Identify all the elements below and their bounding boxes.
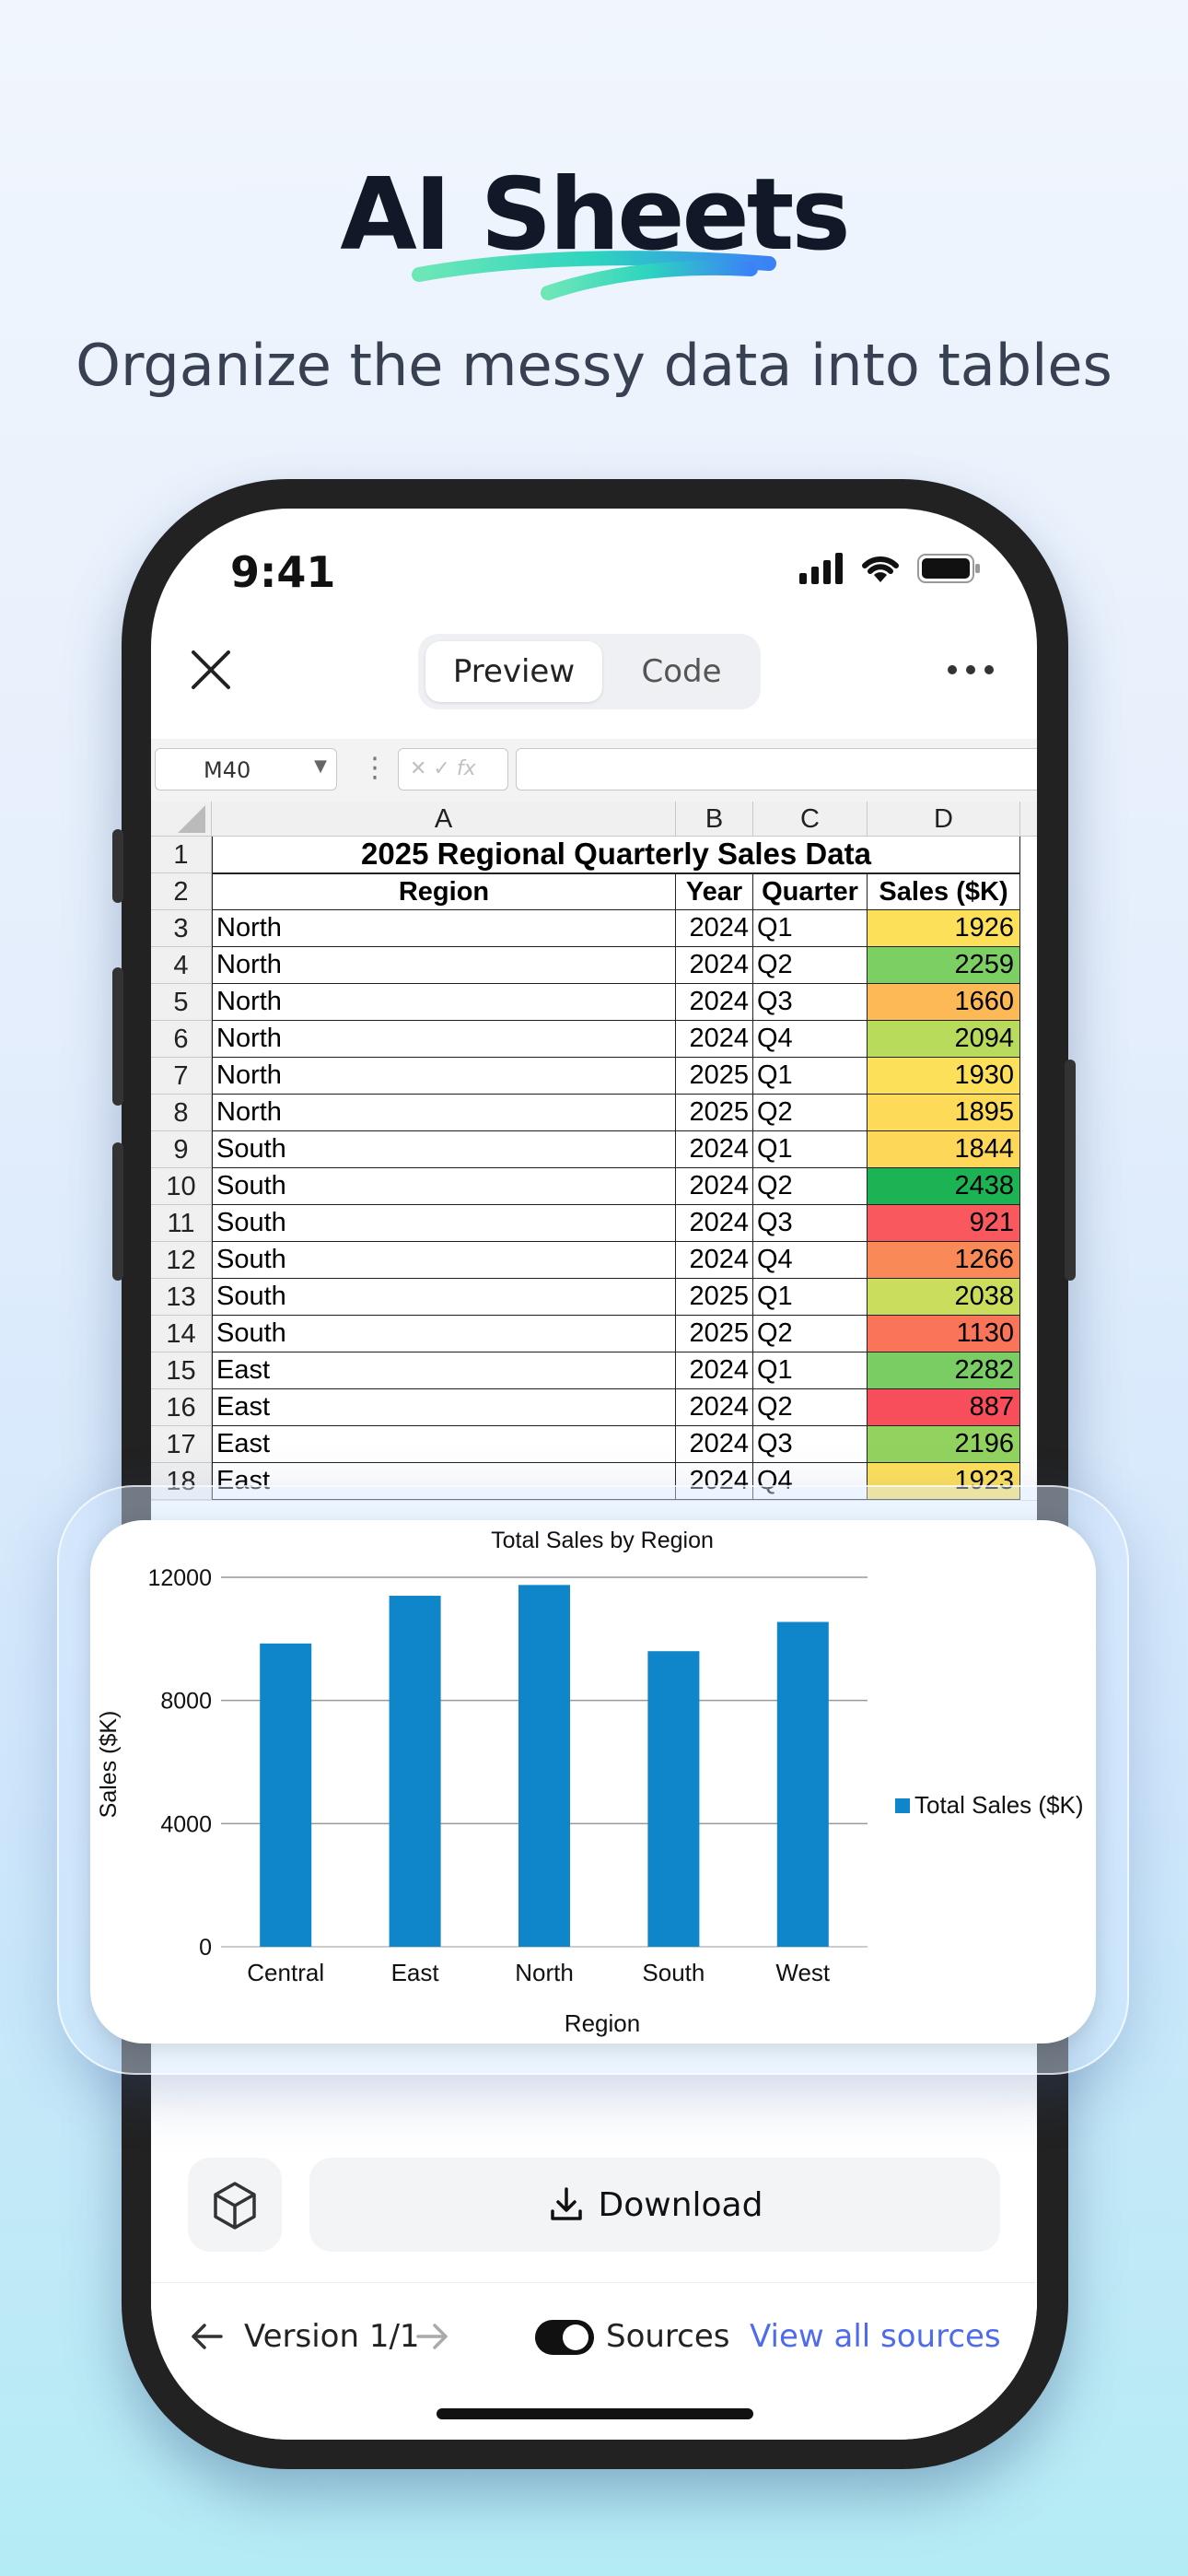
quarter-cell[interactable]: Q3 [753, 984, 868, 1021]
bar [647, 1651, 699, 1947]
arrow-right-icon [414, 2320, 451, 2353]
year-cell[interactable]: 2024 [676, 1352, 753, 1389]
row-header[interactable]: 13 [151, 1279, 212, 1316]
row-header[interactable]: 10 [151, 1168, 212, 1205]
row-header[interactable]: 2 [151, 873, 212, 910]
download-icon [547, 2185, 586, 2224]
row-header[interactable]: 5 [151, 984, 212, 1021]
view-toggle [418, 634, 761, 709]
formula-bar [151, 739, 1037, 802]
corner-triangle-icon [154, 802, 209, 835]
y-tick-label: 12000 [147, 1565, 212, 1591]
row-header[interactable]: 11 [151, 1205, 212, 1242]
signal-icon [798, 553, 845, 584]
quarter-cell[interactable]: Q2 [753, 947, 868, 984]
header-cell[interactable]: Year [676, 873, 753, 910]
vertical-dots-icon[interactable]: ⋮ [361, 752, 389, 784]
phone-side-button [112, 967, 123, 1106]
region-cell[interactable]: South [212, 1242, 676, 1279]
download-label: Download [598, 2185, 763, 2224]
version-label: Version 1/1 [244, 2318, 420, 2355]
header-cell[interactable]: Region [212, 873, 676, 910]
sheet-title-cell[interactable]: 2025 Regional Quarterly Sales Data [212, 837, 1020, 873]
quarter-cell[interactable]: Q1 [753, 1352, 868, 1389]
region-cell[interactable]: East [212, 1389, 676, 1426]
column-header-d[interactable]: D [868, 802, 1020, 837]
chart-title: Total Sales by Region [491, 1528, 714, 1553]
view-all-sources-link[interactable]: View all sources [750, 2318, 1001, 2355]
column-header-c[interactable]: C [753, 802, 868, 837]
chevron-down-icon: ▼ [314, 756, 327, 776]
row-header[interactable]: 9 [151, 1131, 212, 1168]
region-cell[interactable]: North [212, 1021, 676, 1058]
tab-code[interactable]: Code [641, 653, 722, 690]
bar-chart [90, 1520, 1096, 2043]
quarter-cell[interactable]: Q4 [753, 1242, 868, 1279]
row-header[interactable]: 17 [151, 1426, 212, 1463]
ellipsis-icon [945, 656, 996, 684]
sales-cell[interactable]: 2094 [868, 1021, 1020, 1058]
footer-row [151, 2282, 1037, 2394]
bar [777, 1622, 829, 1947]
sales-cell[interactable]: 2282 [868, 1352, 1020, 1389]
quarter-cell[interactable]: Q1 [753, 1131, 868, 1168]
bar [390, 1596, 441, 1947]
row-header[interactable]: 15 [151, 1352, 212, 1389]
cell-reference: M40 [204, 757, 251, 783]
phone-side-button [112, 1142, 123, 1281]
quarter-cell[interactable]: Q2 [753, 1389, 868, 1426]
year-cell[interactable]: 2024 [676, 1389, 753, 1426]
sales-cell[interactable]: 887 [868, 1389, 1020, 1426]
year-cell[interactable]: 2025 [676, 1095, 753, 1131]
quarter-cell[interactable]: Q2 [753, 1316, 868, 1352]
download-button[interactable] [309, 2158, 1000, 2252]
region-cell[interactable]: South [212, 1131, 676, 1168]
status-time: 9:41 [230, 547, 336, 597]
bar [518, 1585, 570, 1947]
region-cell[interactable]: North [212, 1095, 676, 1131]
year-cell[interactable]: 2024 [676, 1021, 753, 1058]
region-cell[interactable]: North [212, 947, 676, 984]
sales-cell[interactable]: 2438 [868, 1168, 1020, 1205]
status-icons [798, 553, 982, 584]
x-tick-label: South [642, 1959, 705, 1986]
tab-preview[interactable]: Preview [425, 641, 602, 702]
year-cell[interactable]: 2024 [676, 1426, 753, 1463]
x-tick-label: West [775, 1959, 831, 1986]
cube-button[interactable] [188, 2158, 282, 2252]
chart-card [90, 1520, 1096, 2043]
region-cell[interactable]: North [212, 1058, 676, 1095]
quarter-cell[interactable]: Q4 [753, 1021, 868, 1058]
hero-subtitle: Organize the messy data into tables [76, 332, 1112, 399]
year-cell[interactable]: 2024 [676, 947, 753, 984]
phone-side-button [112, 829, 123, 903]
phone-side-button [1065, 1060, 1076, 1281]
header-cell[interactable]: Quarter [753, 873, 868, 910]
quarter-cell[interactable]: Q2 [753, 1168, 868, 1205]
sales-cell[interactable]: 1130 [868, 1316, 1020, 1352]
home-indicator [437, 2408, 753, 2419]
sales-cell[interactable]: 1923 [868, 1463, 1020, 1500]
region-cell[interactable]: East [212, 1463, 676, 1500]
row-header[interactable]: 7 [151, 1058, 212, 1095]
quarter-cell[interactable]: Q2 [753, 1095, 868, 1131]
year-cell[interactable]: 2024 [676, 1242, 753, 1279]
prev-version-button[interactable] [188, 2320, 225, 2357]
hero-title: AI Sheets [340, 158, 848, 273]
bottom-action-area [151, 2125, 1037, 2440]
sales-cell[interactable]: 2038 [868, 1279, 1020, 1316]
column-header-a[interactable]: A [212, 802, 676, 837]
legend-label: Total Sales ($K) [914, 1791, 1084, 1819]
quarter-cell[interactable]: Q1 [753, 910, 868, 947]
sales-cell[interactable]: 1930 [868, 1058, 1020, 1095]
sales-cell[interactable]: 1926 [868, 910, 1020, 947]
sources-toggle[interactable] [535, 2320, 594, 2355]
sales-cell[interactable]: 1844 [868, 1131, 1020, 1168]
sales-cell[interactable]: 2196 [868, 1426, 1020, 1463]
year-cell[interactable]: 2024 [676, 1463, 753, 1500]
region-cell[interactable]: South [212, 1168, 676, 1205]
quarter-cell[interactable]: Q1 [753, 1279, 868, 1316]
battery-icon [917, 553, 982, 584]
arrow-left-icon [188, 2320, 225, 2353]
region-cell[interactable]: South [212, 1279, 676, 1316]
row-header[interactable]: 16 [151, 1389, 212, 1426]
row-header[interactable]: 1 [151, 837, 212, 873]
x-axis-label: Region [564, 2009, 641, 2037]
sales-cell[interactable]: 2259 [868, 947, 1020, 984]
sources-label: Sources [606, 2318, 730, 2355]
close-icon [188, 647, 234, 693]
year-cell[interactable]: 2024 [676, 984, 753, 1021]
region-cell[interactable]: North [212, 984, 676, 1021]
close-button[interactable] [188, 647, 234, 693]
y-axis-label: Sales ($K) [96, 1710, 122, 1819]
y-tick-label: 8000 [160, 1688, 212, 1715]
year-cell[interactable]: 2025 [676, 1058, 753, 1095]
quarter-cell[interactable]: Q4 [753, 1463, 868, 1500]
x-tick-label: North [515, 1959, 574, 1986]
hero-brush-stroke [410, 238, 778, 311]
region-cell[interactable]: North [212, 910, 676, 947]
quarter-cell[interactable]: Q3 [753, 1205, 868, 1242]
more-button[interactable] [945, 656, 996, 684]
sales-cell[interactable]: 1266 [868, 1242, 1020, 1279]
name-box[interactable] [155, 748, 337, 790]
row-header[interactable]: 8 [151, 1095, 212, 1131]
header-cell[interactable]: Sales ($K) [868, 873, 1020, 910]
quarter-cell[interactable]: Q3 [753, 1426, 868, 1463]
x-tick-label: East [390, 1959, 439, 1986]
region-cell[interactable]: South [212, 1316, 676, 1352]
cube-icon [188, 2158, 282, 2252]
column-header-b[interactable]: B [676, 802, 753, 837]
row-header[interactable]: 3 [151, 910, 212, 947]
x-tick-label: Central [247, 1959, 325, 1986]
sales-cell[interactable]: 921 [868, 1205, 1020, 1242]
formula-input[interactable] [516, 748, 1037, 790]
legend-swatch [895, 1798, 910, 1813]
year-cell[interactable]: 2024 [676, 910, 753, 947]
quarter-cell[interactable]: Q1 [753, 1058, 868, 1095]
region-cell[interactable]: East [212, 1426, 676, 1463]
row-header[interactable]: 4 [151, 947, 212, 984]
region-cell[interactable]: East [212, 1352, 676, 1389]
year-cell[interactable]: 2024 [676, 1131, 753, 1168]
y-tick-label: 0 [199, 1935, 212, 1961]
year-cell[interactable]: 2024 [676, 1168, 753, 1205]
next-version-button[interactable] [414, 2320, 451, 2357]
phone-screen [151, 509, 1037, 2440]
sales-cell[interactable]: 1895 [868, 1095, 1020, 1131]
y-tick-label: 4000 [160, 1811, 212, 1838]
column-header-empty [1020, 802, 1037, 837]
year-cell[interactable]: 2024 [676, 1205, 753, 1242]
sales-cell[interactable]: 1660 [868, 984, 1020, 1021]
row-header[interactable]: 18 [151, 1463, 212, 1500]
year-cell[interactable]: 2025 [676, 1316, 753, 1352]
row-header[interactable]: 6 [151, 1021, 212, 1058]
formula-actions [398, 748, 508, 790]
row-header[interactable]: 12 [151, 1242, 212, 1279]
toggle-knob [563, 2324, 588, 2350]
row-header[interactable]: 14 [151, 1316, 212, 1352]
year-cell[interactable]: 2025 [676, 1279, 753, 1316]
region-cell[interactable]: South [212, 1205, 676, 1242]
wifi-icon [859, 553, 902, 584]
bar [260, 1644, 311, 1947]
formula-glyphs: ✕ ✓ fx [410, 757, 476, 780]
select-all-corner[interactable] [151, 802, 212, 837]
